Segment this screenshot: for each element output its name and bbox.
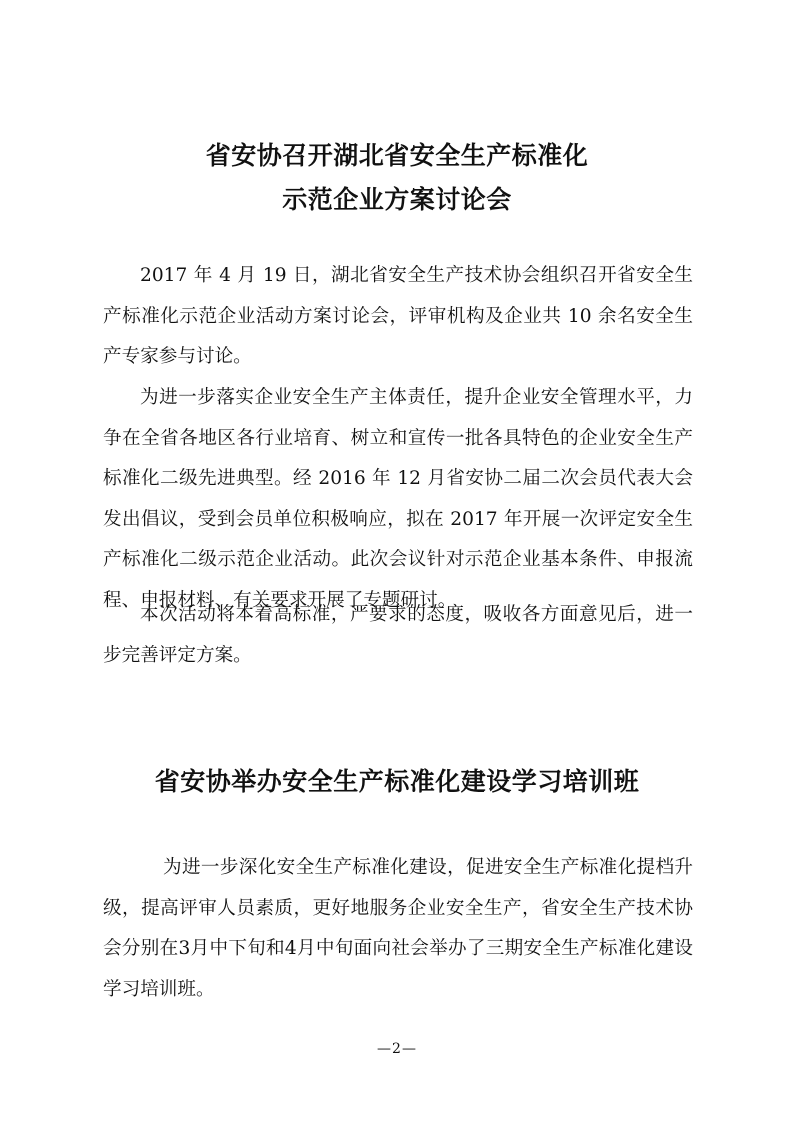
article-1-paragraph-3: 本次活动将本着高标准，严要求的态度，吸收各方面意见后，进一步完善评定方案。: [103, 604, 693, 666]
article-1-title: [0, 134, 794, 222]
article-1-title-line-2: 示范企业方案讨论会: [282, 185, 512, 214]
article-1-paragraph-2: 为进一步落实企业安全生产主体责任，提升企业安全管理水平，力争在全省各地区各行业培育、树立和宣传一批各具特色的企业安全生产标准化二级先进典型。经 2016 年 12 月省安协二届二次会员代表大会发出倡议，受到会员单位积极响应，拟在 2017 年开展一次评定安全生产标准化二级示范企业活动。此次会议针对示范企业基本条件、申报流程、申报材料、有关要求开展了专题研讨。: [103, 387, 693, 611]
article-2-paragraph-1: 为进一步深化安全生产标准化建设，促进安全生产标准化提档升级，提高评审人员素质，更好地服务企业安全生产，省安全生产技术协会分别在3月中下旬和4月中旬面向社会举办了三期安全生产标准化建设学习培训班。: [103, 857, 693, 1000]
article-1-paragraph-1: 2017 年 4 月 19 日，湖北省安全生产技术协会组织召开省安全生产标准化示范企业活动方案讨论会，评审机构及企业共 10 余名安全生产专家参与讨论。: [103, 265, 693, 368]
article-1-title-line-1: 省安协召开湖北省安全生产标准化: [205, 141, 589, 170]
article-2-title: 省安协举办安全生产标准化建设学习培训班: [154, 767, 640, 796]
page-number: —2—: [377, 1041, 417, 1057]
